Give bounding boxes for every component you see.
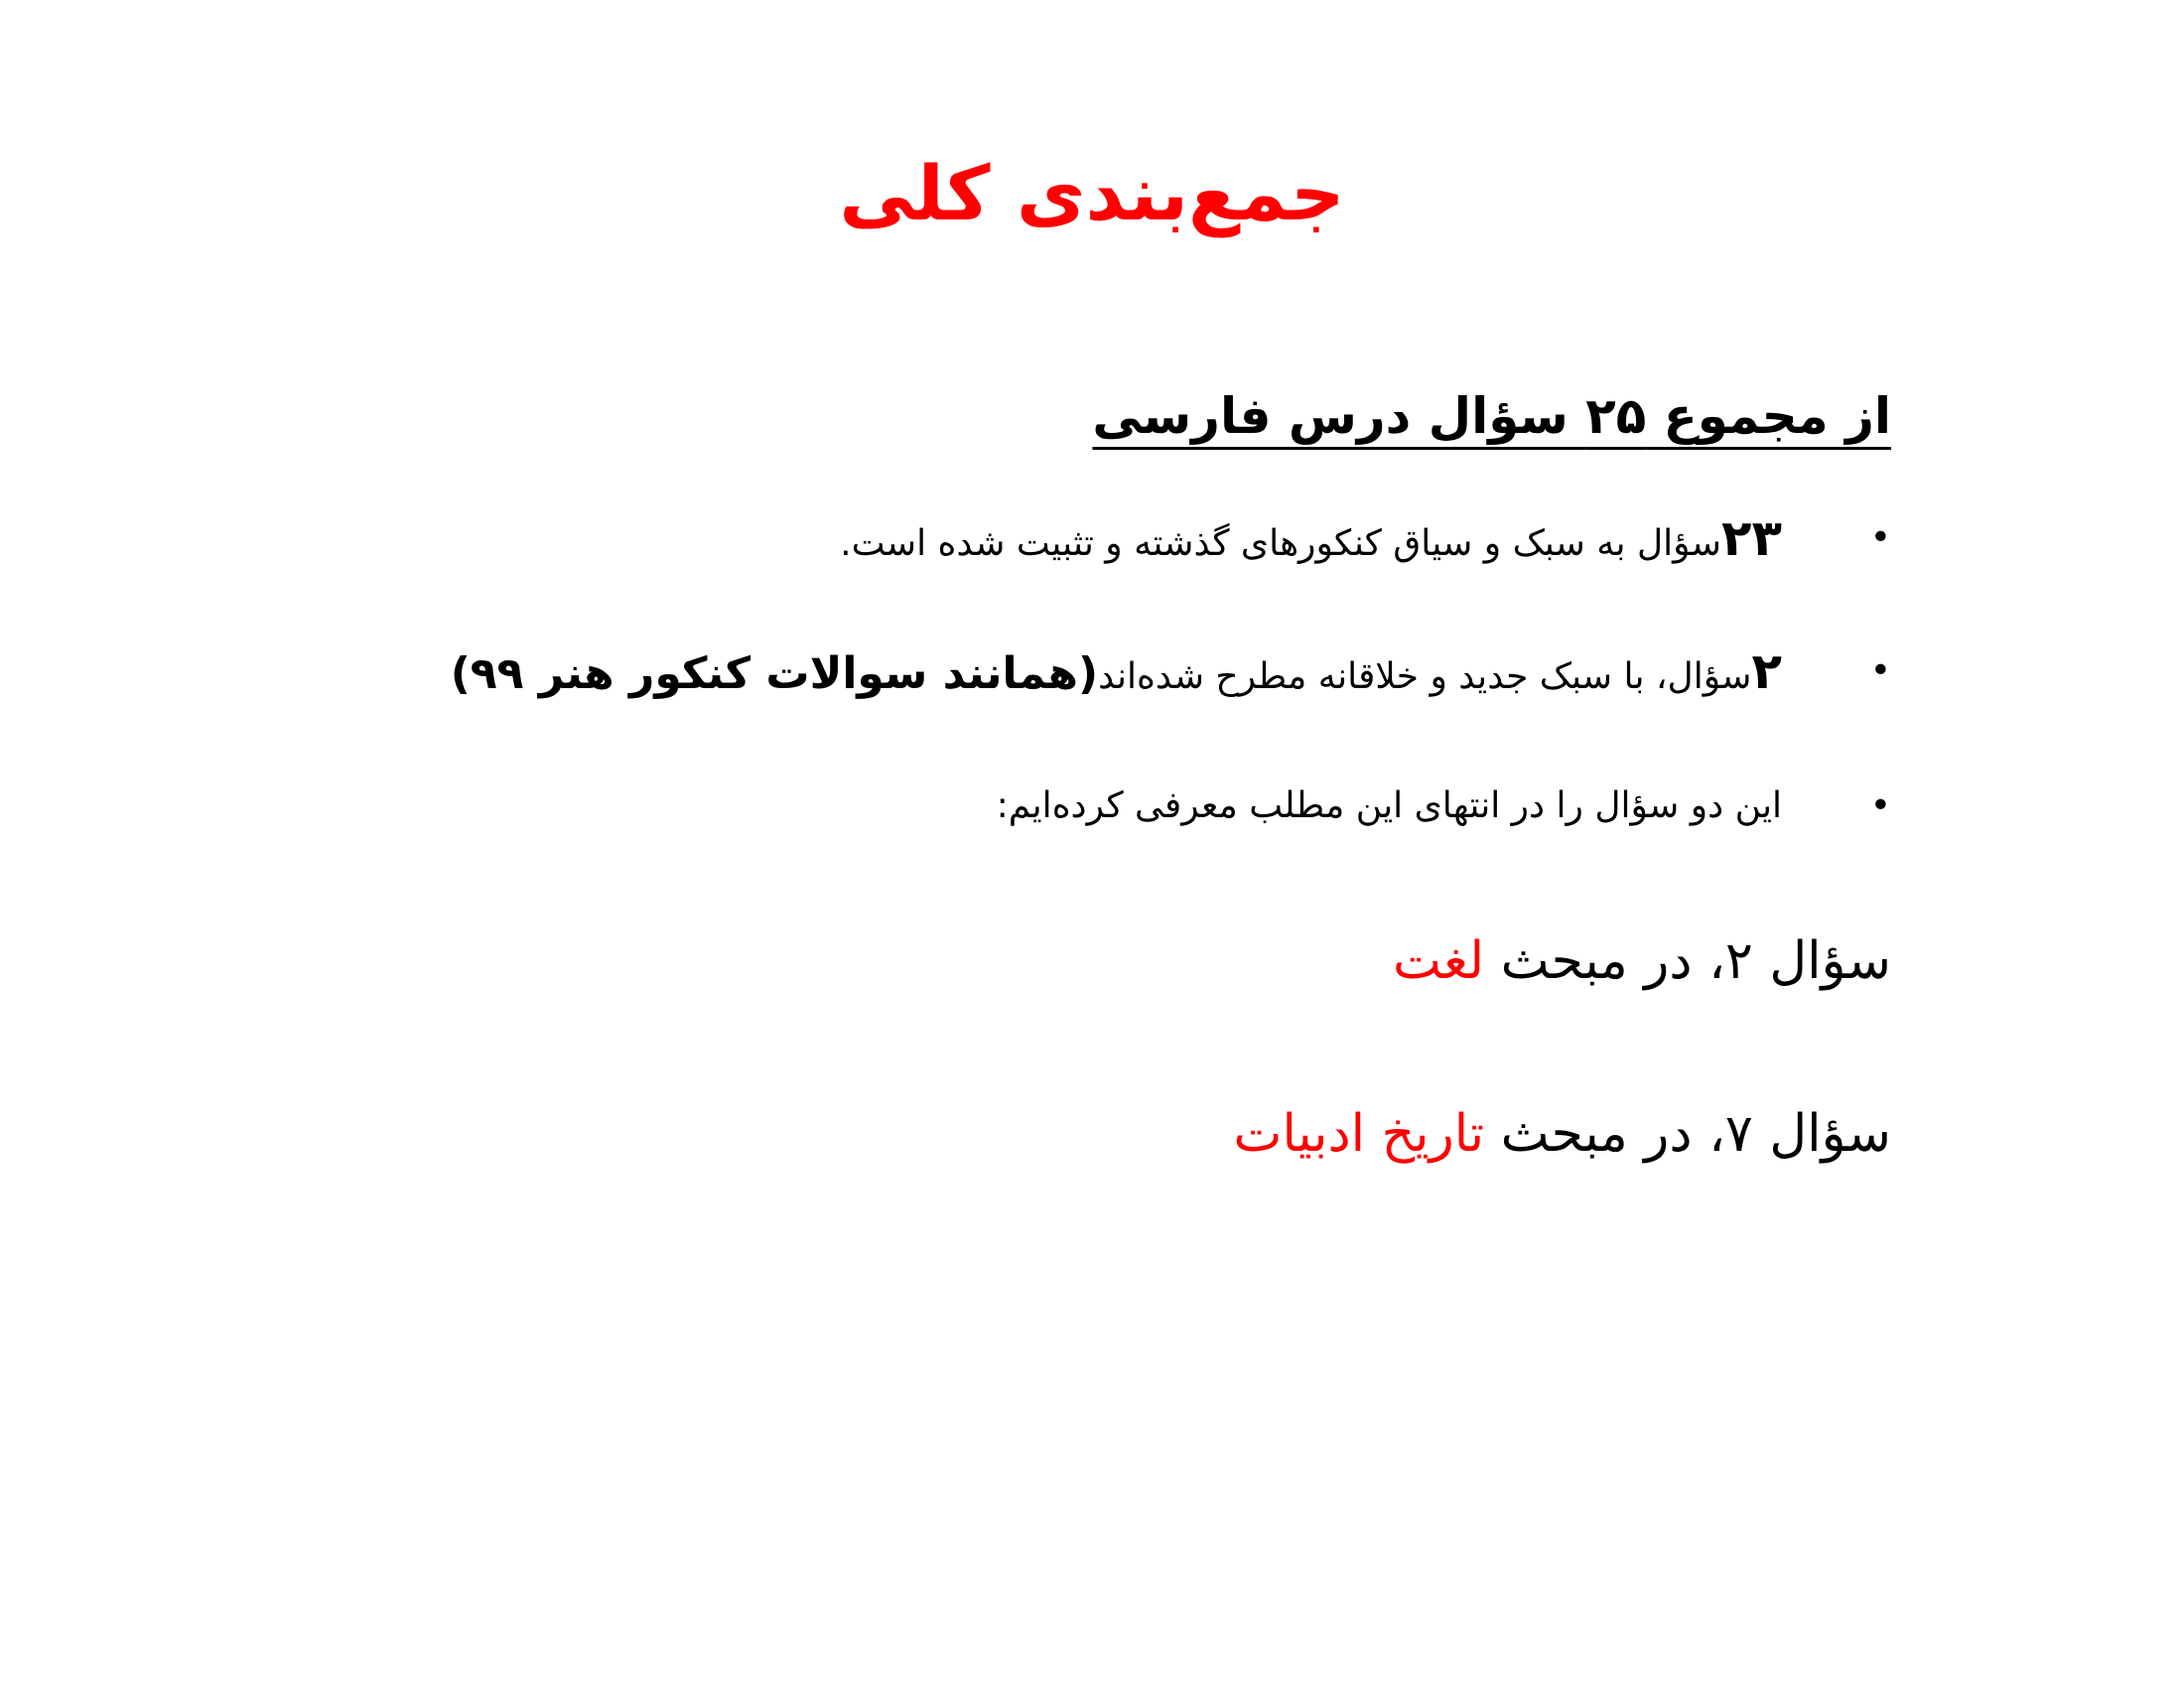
topic-name: تاریخ ادبیات: [1233, 1104, 1485, 1164]
section-heading: از مجموع ۲۵ سؤال درس فارسی: [1092, 387, 1891, 445]
topic-prefix: سؤال ۲، در مبحث: [1484, 931, 1891, 991]
bullet-text: سؤال به سبک و سیاق کنکورهای گذشته و تثبیت شده است.: [840, 523, 1721, 564]
bullet-icon: •: [1869, 517, 1891, 558]
topic-line: [1393, 931, 1891, 991]
bullet-text: سؤال، با سبک جدید و خلاقانه مطرح شده‌اند: [1098, 656, 1752, 697]
topic-prefix: سؤال ۷، در مبحث: [1484, 1104, 1891, 1164]
bullet-number: ۲۳: [1720, 509, 1782, 567]
bullet-text: این دو سؤال را در انتهای این مطلب معرفی کرده‌ایم:: [996, 785, 1782, 826]
topic-name: لغت: [1393, 931, 1485, 991]
bullet-bold-note: (همانند سوالات کنکور هنر ۹۹): [450, 648, 1099, 699]
bullet-text-line: [997, 776, 1782, 836]
bullet-icon: •: [1869, 650, 1891, 691]
bullet-icon: •: [1869, 785, 1891, 826]
bullet-text-line: [451, 641, 1782, 707]
bullet-number: ۲: [1751, 642, 1782, 700]
page-title: جمع‌بندی کلی: [839, 149, 1345, 237]
bullet-text-line: [840, 508, 1782, 574]
topic-line: [1233, 1104, 1891, 1164]
